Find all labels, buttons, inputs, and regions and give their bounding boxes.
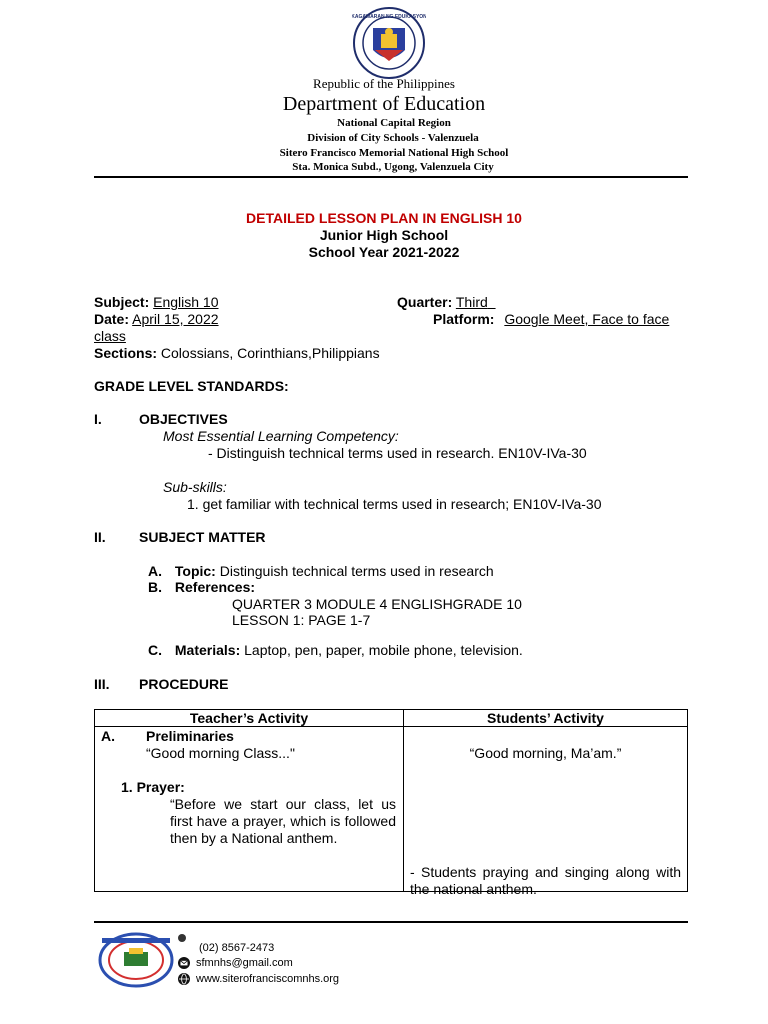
date-label: Date: <box>94 311 130 327</box>
subject-matter-number: II. <box>94 529 106 545</box>
prayer-label: 1. Prayer: <box>121 779 185 795</box>
sections-value: Colossians, Corinthians,Philippians <box>160 345 380 361</box>
melc-label: Most Essential Learning Competency: <box>163 428 399 444</box>
references-label: References: <box>174 579 256 595</box>
teacher-activity-cell <box>95 727 404 892</box>
quarter-label: Quarter: <box>397 294 453 310</box>
objectives-number: I. <box>94 411 102 427</box>
materials-row <box>148 642 523 658</box>
materials-label: Materials: <box>174 642 241 658</box>
subskills-label: Sub-skills: <box>163 479 227 495</box>
preliminaries-label: Preliminaries <box>146 728 234 744</box>
lesson-plan-title: DETAILED LESSON PLAN IN ENGLISH 10 <box>246 210 522 226</box>
materials-letter: C. <box>148 642 162 658</box>
website-text: www.siterofranciscomnhs.org <box>196 973 340 985</box>
seal-text: KAGAWARAN NG EDUKASYON <box>352 14 426 20</box>
topic-value: Distinguish technical terms used in research <box>219 563 494 579</box>
references-letter: B. <box>148 579 162 595</box>
subject-value: English 10 <box>153 294 219 310</box>
footer-mark <box>177 930 187 940</box>
reference-line-2: LESSON 1: PAGE 1-7 <box>232 612 371 628</box>
teacher-prayer: “Before we start our class, let us first have a prayer, which is followed then by a National anthem. <box>170 796 396 846</box>
platform-value-cont: class <box>94 328 126 344</box>
reference-line-1: QUARTER 3 MODULE 4 ENGLISHGRADE 10 <box>232 596 522 612</box>
division-line: Division of City Schools - Valenzuela <box>307 132 479 144</box>
platform-label: Platform: <box>433 311 495 327</box>
department-title: Department of Education <box>282 93 486 115</box>
preliminaries-letter: A. <box>101 728 115 744</box>
email-icon <box>178 957 190 969</box>
phone-text: (02) 8567-2473 <box>199 942 275 954</box>
website-row <box>178 973 339 985</box>
date-row <box>94 311 219 327</box>
subskills-item: 1. get familiar with technical terms used in research; EN10V-IVa-30 <box>187 496 602 512</box>
melc-item: - Distinguish technical terms used in research. EN10V-IVa-30 <box>208 445 587 461</box>
student-prayer: - Students praying and singing along with the national anthem. <box>410 864 681 897</box>
topic-letter: A. <box>148 563 162 579</box>
topic-label: Topic: <box>174 563 216 579</box>
table-header-row <box>95 710 688 727</box>
procedure-table <box>94 709 688 897</box>
quarter-row <box>397 294 496 310</box>
date-value: April 15, 2022 <box>132 311 219 327</box>
deped-seal <box>352 6 426 80</box>
header-divider <box>94 176 688 178</box>
grade-level-standards: GRADE LEVEL STANDARDS: <box>94 378 289 394</box>
platform-row <box>433 311 669 327</box>
platform-value: Google Meet, Face to face <box>504 311 670 327</box>
students-activity-header: Students’ Activity <box>404 710 688 727</box>
globe-icon <box>178 973 190 985</box>
students-activity-cell <box>404 727 688 897</box>
student-greeting: “Good morning, Ma’am.” <box>469 745 622 761</box>
subject-row <box>94 294 219 310</box>
sections-label: Sections: <box>94 345 158 361</box>
materials-value: Laptop, pen, paper, mobile phone, television. <box>244 642 523 658</box>
level-line: Junior High School <box>319 227 449 243</box>
table-row <box>95 727 688 892</box>
subject-label: Subject: <box>94 294 150 310</box>
sections-row <box>94 345 380 361</box>
school-year-line: School Year 2021-2022 <box>308 244 460 260</box>
school-line: Sitero Francisco Memorial National High School <box>279 147 509 159</box>
procedure-number: III. <box>94 676 110 692</box>
teacher-greeting: “Good morning Class..." <box>146 745 295 761</box>
email-text: sfmnhs@gmail.com <box>196 957 293 969</box>
teacher-activity-header: Teacher’s Activity <box>95 710 404 727</box>
school-logo <box>96 928 176 988</box>
topic-row <box>148 563 494 579</box>
references-row <box>148 579 255 595</box>
republic-line: Republic of the Philippines <box>313 76 455 91</box>
phone-row <box>199 942 274 954</box>
region-line: National Capital Region <box>337 117 451 129</box>
objectives-heading: OBJECTIVES <box>139 411 228 427</box>
subject-matter-heading: SUBJECT MATTER <box>139 529 266 545</box>
address-line: Sta. Monica Subd., Ugong, Valenzuela City <box>292 161 494 173</box>
email-row <box>178 957 293 969</box>
quarter-value: Third <box>455 294 488 310</box>
footer-divider <box>94 921 688 923</box>
procedure-heading: PROCEDURE <box>139 676 229 692</box>
